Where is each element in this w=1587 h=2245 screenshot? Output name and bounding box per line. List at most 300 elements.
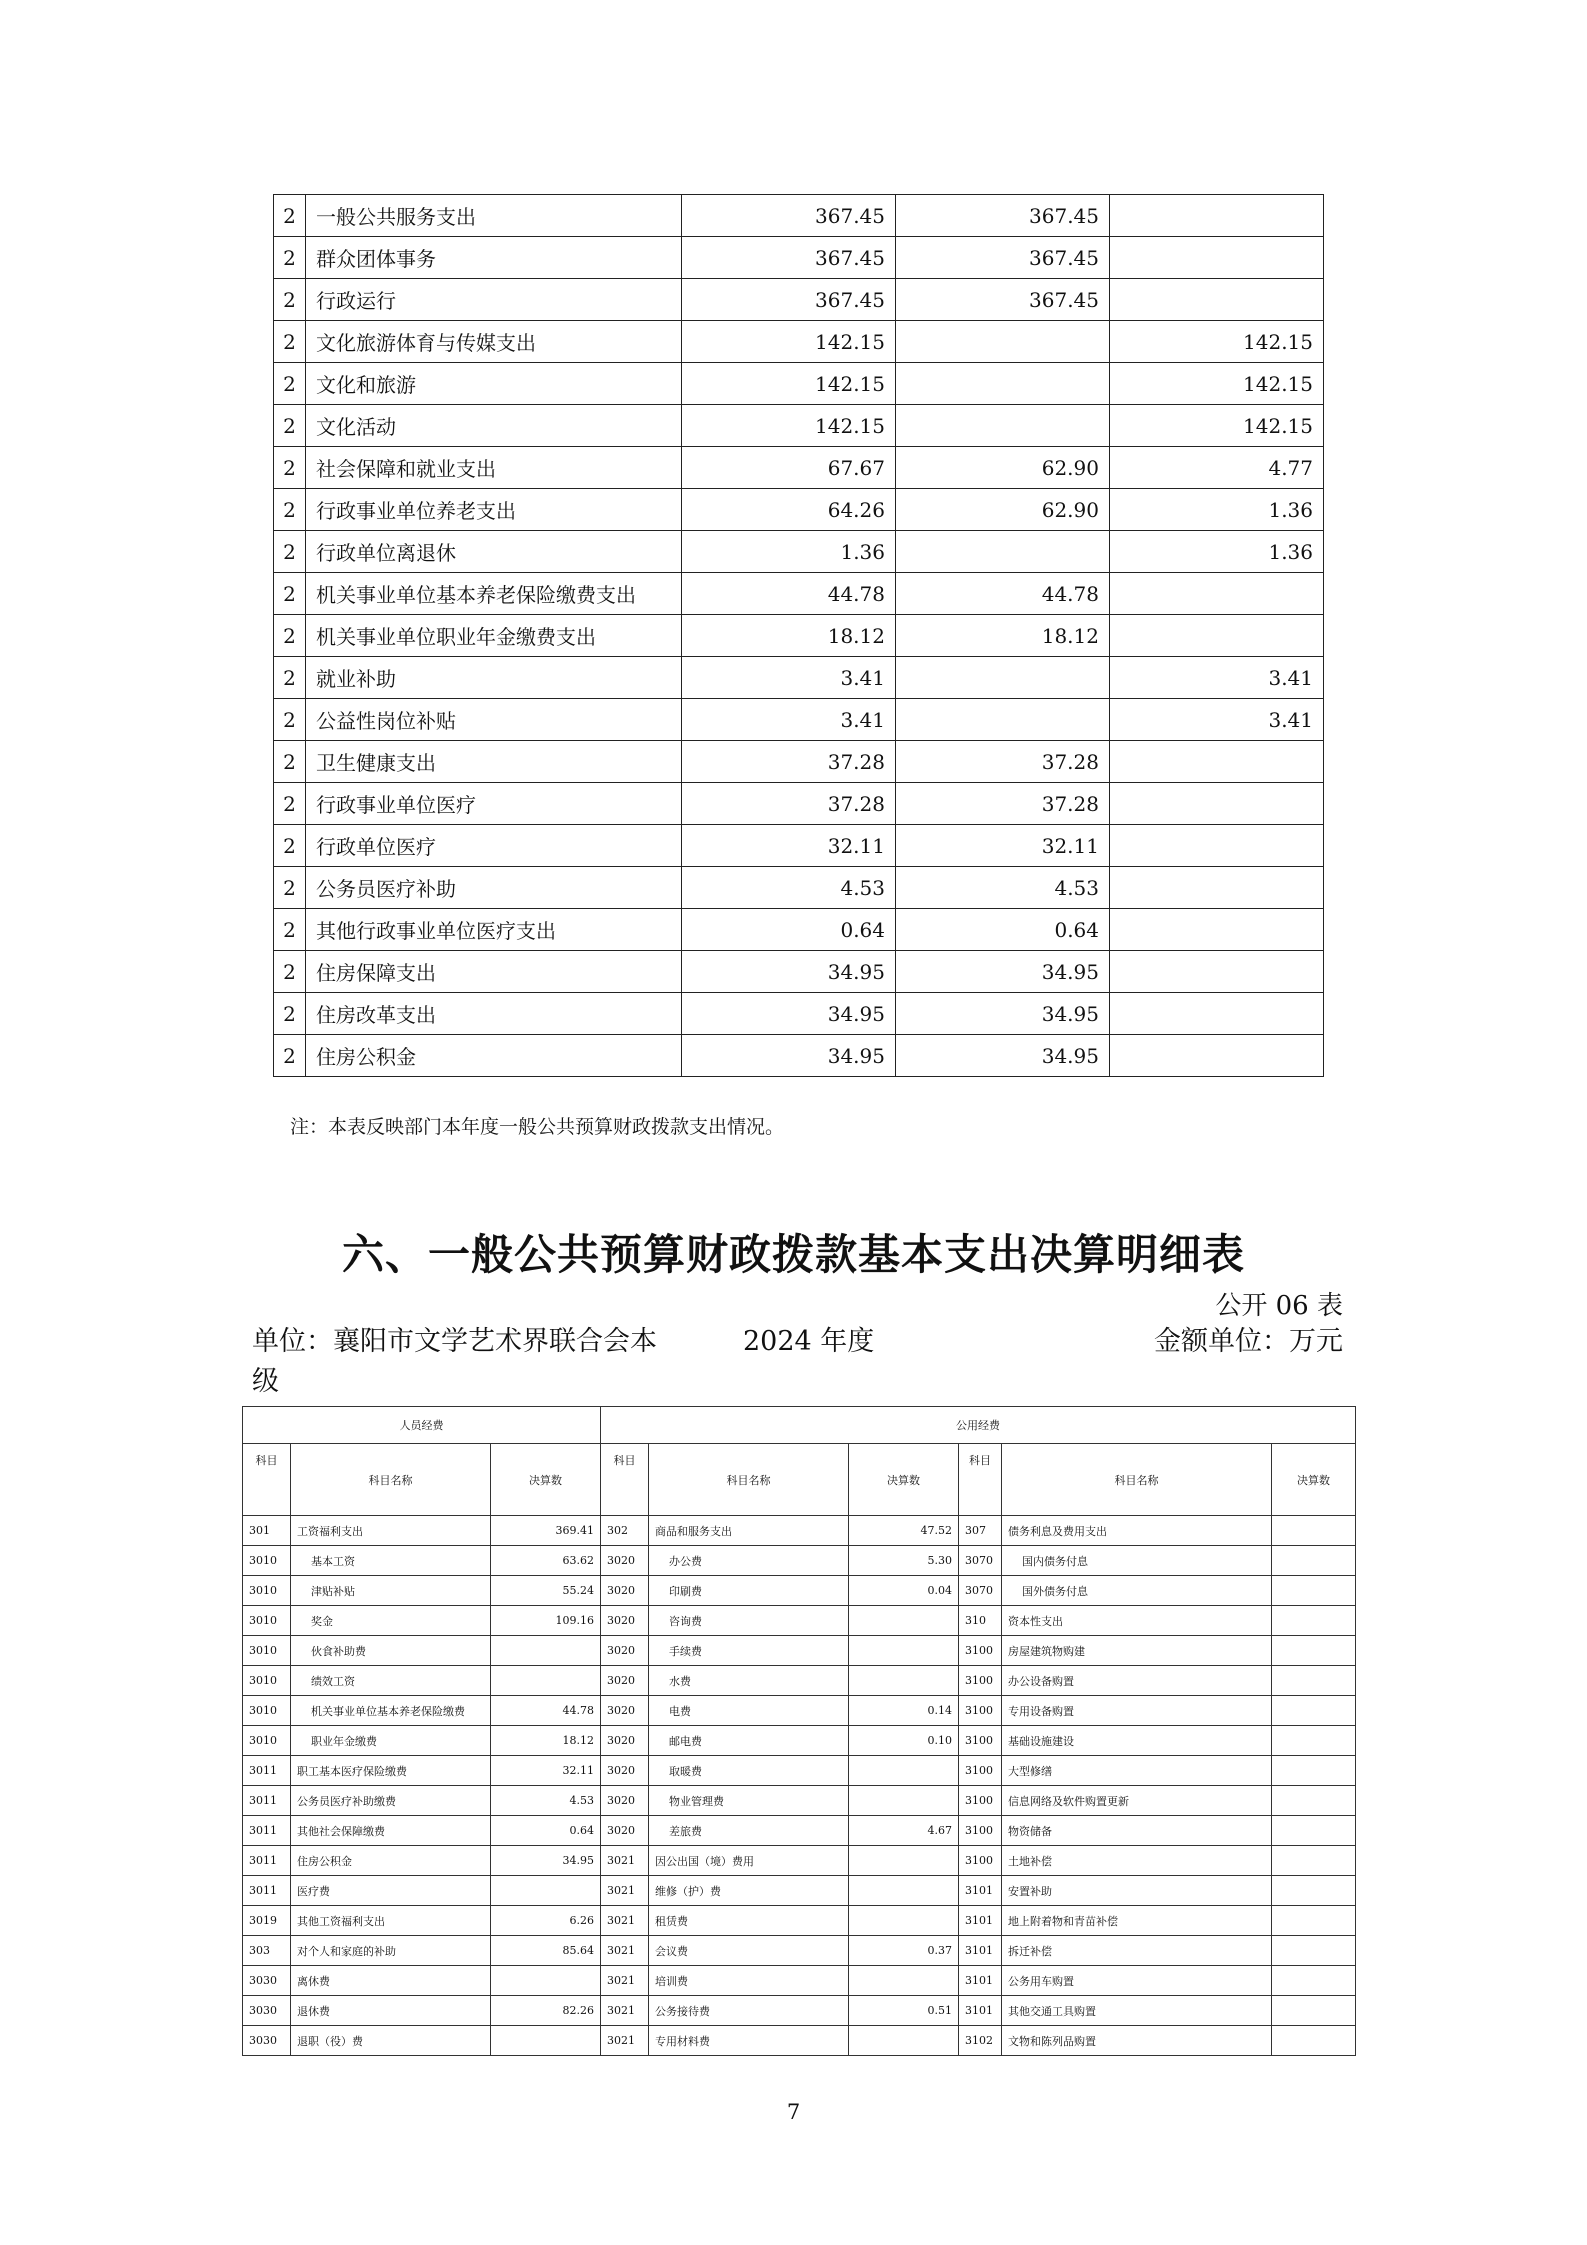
table-row <box>274 489 1324 531</box>
public-amount-cell: 4.67 <box>849 1816 959 1846</box>
personnel-amount-cell <box>491 1666 601 1696</box>
table-row <box>243 1936 1356 1966</box>
personnel-code-cell: 3010 <box>243 1636 291 1666</box>
table-row <box>274 867 1324 909</box>
public-name-cell: 印刷费 <box>649 1576 849 1606</box>
total-cell: 34.95 <box>682 1035 896 1077</box>
basic-expenditure-cell <box>896 531 1110 573</box>
personnel-code-cell: 3030 <box>243 1966 291 1996</box>
table-row <box>243 1966 1356 1996</box>
total-cell: 0.64 <box>682 909 896 951</box>
public-code-cell: 3021 <box>601 1966 649 1996</box>
public-name-cell: 培训费 <box>649 1966 849 1996</box>
capital-amount-cell <box>1272 1756 1356 1786</box>
level-cell: 2 <box>274 909 306 951</box>
public-amount-cell <box>849 2026 959 2056</box>
subject-name-cell: 住房公积金 <box>306 1035 682 1077</box>
public-code-cell: 3020 <box>601 1756 649 1786</box>
subject-name-cell: 社会保障和就业支出 <box>306 447 682 489</box>
personnel-name-cell: 住房公积金 <box>291 1846 491 1876</box>
total-cell: 37.28 <box>682 783 896 825</box>
capital-amount-cell <box>1272 1906 1356 1936</box>
level-cell: 2 <box>274 657 306 699</box>
capital-amount-cell <box>1272 1696 1356 1726</box>
table-row <box>243 1696 1356 1726</box>
personnel-code-cell: 3010 <box>243 1726 291 1756</box>
personnel-code-cell: 3011 <box>243 1816 291 1846</box>
capital-amount-cell <box>1272 2026 1356 2056</box>
basic-expenditure-cell: 44.78 <box>896 573 1110 615</box>
personnel-name-cell: 医疗费 <box>291 1876 491 1906</box>
table-row <box>243 1996 1356 2026</box>
project-expenditure-cell: 3.41 <box>1110 657 1324 699</box>
project-expenditure-cell <box>1110 825 1324 867</box>
project-expenditure-cell <box>1110 783 1324 825</box>
level-cell: 2 <box>274 237 306 279</box>
page-number: 7 <box>786 2100 801 2124</box>
total-cell: 44.78 <box>682 573 896 615</box>
total-cell: 4.53 <box>682 867 896 909</box>
basic-expenditure-detail-table <box>242 1406 1356 2056</box>
money-unit: 金额单位：万元 <box>1154 1326 1343 1357</box>
table-row <box>274 573 1324 615</box>
table-row <box>243 1906 1356 1936</box>
project-expenditure-cell <box>1110 573 1324 615</box>
capital-code-cell: 307 <box>959 1516 1002 1546</box>
capital-code-cell: 3100 <box>959 1696 1002 1726</box>
total-cell: 3.41 <box>682 657 896 699</box>
capital-code-cell: 3102 <box>959 2026 1002 2056</box>
level-cell: 2 <box>274 279 306 321</box>
level-cell: 2 <box>274 195 306 237</box>
subject-name-cell: 公益性岗位补贴 <box>306 699 682 741</box>
table-row <box>274 405 1324 447</box>
public-amount-cell <box>849 1966 959 1996</box>
section-title: 六、一般公共预算财政拨款基本支出决算明细表 <box>341 1230 1245 1279</box>
table-row <box>243 1546 1356 1576</box>
public-code-cell: 3021 <box>601 1936 649 1966</box>
table-row <box>274 195 1324 237</box>
personnel-amount-cell: 85.64 <box>491 1936 601 1966</box>
basic-expenditure-cell: 34.95 <box>896 951 1110 993</box>
project-expenditure-cell: 142.15 <box>1110 363 1324 405</box>
total-cell: 37.28 <box>682 741 896 783</box>
capital-code-cell: 3101 <box>959 1906 1002 1936</box>
level-cell: 2 <box>274 447 306 489</box>
total-cell: 67.67 <box>682 447 896 489</box>
public-name-cell: 办公费 <box>649 1546 849 1576</box>
personnel-name-cell: 退职（役）费 <box>291 2026 491 2056</box>
capital-amount-cell <box>1272 1576 1356 1606</box>
public-code-cell: 3021 <box>601 1996 649 2026</box>
basic-expenditure-cell: 37.28 <box>896 783 1110 825</box>
total-cell: 34.95 <box>682 993 896 1035</box>
table-row <box>243 1816 1356 1846</box>
table-number: 公开 06 表 <box>1215 1291 1343 1321</box>
table-row <box>274 993 1324 1035</box>
personnel-name-cell: 其他工资福利支出 <box>291 1906 491 1936</box>
capital-amount-cell <box>1272 1666 1356 1696</box>
capital-code-cell: 3070 <box>959 1576 1002 1606</box>
capital-amount-cell <box>1272 1606 1356 1636</box>
capital-name-cell: 债务利息及费用支出 <box>1002 1516 1272 1546</box>
level-cell: 2 <box>274 993 306 1035</box>
header-name: 科目名称 <box>649 1444 849 1516</box>
capital-code-cell: 3100 <box>959 1846 1002 1876</box>
basic-expenditure-cell: 0.64 <box>896 909 1110 951</box>
personnel-code-cell: 3011 <box>243 1876 291 1906</box>
project-expenditure-cell <box>1110 1035 1324 1077</box>
total-cell: 142.15 <box>682 363 896 405</box>
public-amount-cell <box>849 1786 959 1816</box>
table-row <box>243 1726 1356 1756</box>
personnel-code-cell: 3011 <box>243 1786 291 1816</box>
public-code-cell: 3020 <box>601 1816 649 1846</box>
public-code-cell: 3020 <box>601 1726 649 1756</box>
basic-expenditure-cell <box>896 405 1110 447</box>
personnel-code-cell: 3010 <box>243 1546 291 1576</box>
capital-amount-cell <box>1272 1786 1356 1816</box>
public-amount-cell <box>849 1636 959 1666</box>
personnel-name-cell: 工资福利支出 <box>291 1516 491 1546</box>
capital-name-cell: 公务用车购置 <box>1002 1966 1272 1996</box>
personnel-amount-cell: 0.64 <box>491 1816 601 1846</box>
header-name: 科目名称 <box>291 1444 491 1516</box>
header-code: 科目 <box>601 1444 649 1516</box>
public-code-cell: 3020 <box>601 1636 649 1666</box>
subject-name-cell: 文化和旅游 <box>306 363 682 405</box>
column-header-row <box>243 1444 1356 1516</box>
capital-name-cell: 地上附着物和青苗补偿 <box>1002 1906 1272 1936</box>
capital-code-cell: 3100 <box>959 1636 1002 1666</box>
capital-code-cell: 3101 <box>959 1966 1002 1996</box>
level-cell: 2 <box>274 741 306 783</box>
total-cell: 367.45 <box>682 279 896 321</box>
public-amount-cell: 0.10 <box>849 1726 959 1756</box>
public-name-cell: 差旅费 <box>649 1816 849 1846</box>
project-expenditure-cell: 142.15 <box>1110 321 1324 363</box>
public-name-cell: 取暖费 <box>649 1756 849 1786</box>
public-amount-cell <box>849 1846 959 1876</box>
subject-name-cell: 卫生健康支出 <box>306 741 682 783</box>
public-name-cell: 物业管理费 <box>649 1786 849 1816</box>
personnel-code-cell: 3030 <box>243 2026 291 2056</box>
table-row <box>243 1786 1356 1816</box>
public-name-cell: 水费 <box>649 1666 849 1696</box>
project-expenditure-cell <box>1110 279 1324 321</box>
table-row <box>274 699 1324 741</box>
table-note: 注：本表反映部门本年度一般公共预算财政拨款支出情况。 <box>290 1116 785 1138</box>
personnel-amount-cell: 18.12 <box>491 1726 601 1756</box>
public-name-cell: 手续费 <box>649 1636 849 1666</box>
subject-name-cell: 一般公共服务支出 <box>306 195 682 237</box>
personnel-amount-cell: 6.26 <box>491 1906 601 1936</box>
capital-code-cell: 3100 <box>959 1726 1002 1756</box>
total-cell: 1.36 <box>682 531 896 573</box>
project-expenditure-cell <box>1110 951 1324 993</box>
personnel-name-cell: 机关事业单位基本养老保险缴费 <box>291 1696 491 1726</box>
personnel-name-cell: 津贴补贴 <box>291 1576 491 1606</box>
capital-name-cell: 大型修缮 <box>1002 1756 1272 1786</box>
table-row <box>243 1876 1356 1906</box>
project-expenditure-cell <box>1110 909 1324 951</box>
personnel-code-cell: 303 <box>243 1936 291 1966</box>
personnel-amount-cell: 34.95 <box>491 1846 601 1876</box>
project-expenditure-cell: 4.77 <box>1110 447 1324 489</box>
basic-expenditure-cell: 34.95 <box>896 1035 1110 1077</box>
personnel-name-cell: 对个人和家庭的补助 <box>291 1936 491 1966</box>
table-row <box>243 1606 1356 1636</box>
unit-label-continued: 级 <box>252 1366 279 1397</box>
table-row <box>274 321 1324 363</box>
table-row <box>274 657 1324 699</box>
level-cell: 2 <box>274 867 306 909</box>
capital-code-cell: 3101 <box>959 1876 1002 1906</box>
capital-amount-cell <box>1272 1546 1356 1576</box>
public-code-cell: 302 <box>601 1516 649 1546</box>
public-code-cell: 3020 <box>601 1606 649 1636</box>
personnel-name-cell: 退休费 <box>291 1996 491 2026</box>
public-code-cell: 3021 <box>601 1846 649 1876</box>
personnel-name-cell: 公务员医疗补助缴费 <box>291 1786 491 1816</box>
capital-name-cell: 安置补助 <box>1002 1876 1272 1906</box>
public-code-cell: 3021 <box>601 2026 649 2056</box>
project-expenditure-cell: 1.36 <box>1110 531 1324 573</box>
public-amount-cell: 0.51 <box>849 1996 959 2026</box>
level-cell: 2 <box>274 489 306 531</box>
basic-expenditure-cell: 367.45 <box>896 279 1110 321</box>
public-code-cell: 3021 <box>601 1876 649 1906</box>
total-cell: 3.41 <box>682 699 896 741</box>
level-cell: 2 <box>274 699 306 741</box>
public-name-cell: 邮电费 <box>649 1726 849 1756</box>
capital-name-cell: 国内债务付息 <box>1002 1546 1272 1576</box>
subject-name-cell: 行政运行 <box>306 279 682 321</box>
basic-expenditure-cell: 37.28 <box>896 741 1110 783</box>
personnel-amount-cell: 82.26 <box>491 1996 601 2026</box>
table-row <box>274 1035 1324 1077</box>
capital-code-cell: 3070 <box>959 1546 1002 1576</box>
project-expenditure-cell <box>1110 615 1324 657</box>
capital-name-cell: 土地补偿 <box>1002 1846 1272 1876</box>
level-cell: 2 <box>274 615 306 657</box>
group-header-row <box>243 1407 1356 1444</box>
subject-name-cell: 其他行政事业单位医疗支出 <box>306 909 682 951</box>
public-amount-cell: 47.52 <box>849 1516 959 1546</box>
table-row <box>274 531 1324 573</box>
capital-amount-cell <box>1272 1636 1356 1666</box>
personnel-amount-cell <box>491 2026 601 2056</box>
subject-name-cell: 行政单位离退休 <box>306 531 682 573</box>
table-row <box>243 1516 1356 1546</box>
table-row <box>243 1576 1356 1606</box>
public-name-cell: 商品和服务支出 <box>649 1516 849 1546</box>
personnel-amount-cell: 63.62 <box>491 1546 601 1576</box>
public-code-cell: 3020 <box>601 1666 649 1696</box>
public-amount-cell: 5.30 <box>849 1546 959 1576</box>
table-row <box>243 1846 1356 1876</box>
public-amount-cell <box>849 1606 959 1636</box>
table-row <box>274 741 1324 783</box>
capital-amount-cell <box>1272 1516 1356 1546</box>
subject-name-cell: 机关事业单位职业年金缴费支出 <box>306 615 682 657</box>
personnel-code-cell: 3019 <box>243 1906 291 1936</box>
personnel-amount-cell: 44.78 <box>491 1696 601 1726</box>
appropriation-expenditure-table <box>273 194 1324 1077</box>
capital-name-cell: 办公设备购置 <box>1002 1666 1272 1696</box>
capital-amount-cell <box>1272 1726 1356 1756</box>
personnel-amount-cell: 109.16 <box>491 1606 601 1636</box>
header-code: 科目 <box>959 1444 1002 1516</box>
capital-name-cell: 专用设备购置 <box>1002 1696 1272 1726</box>
group-public-header: 公用经费 <box>601 1407 1356 1444</box>
personnel-amount-cell <box>491 1966 601 1996</box>
level-cell: 2 <box>274 363 306 405</box>
basic-expenditure-cell: 4.53 <box>896 867 1110 909</box>
personnel-name-cell: 离休费 <box>291 1966 491 1996</box>
subject-name-cell: 行政单位医疗 <box>306 825 682 867</box>
subject-name-cell: 公务员医疗补助 <box>306 867 682 909</box>
personnel-code-cell: 3011 <box>243 1756 291 1786</box>
subject-name-cell: 住房改革支出 <box>306 993 682 1035</box>
table-row <box>274 825 1324 867</box>
public-amount-cell <box>849 1756 959 1786</box>
header-amount: 决算数 <box>491 1444 601 1516</box>
personnel-code-cell: 301 <box>243 1516 291 1546</box>
total-cell: 32.11 <box>682 825 896 867</box>
project-expenditure-cell <box>1110 993 1324 1035</box>
capital-amount-cell <box>1272 1966 1356 1996</box>
total-cell: 34.95 <box>682 951 896 993</box>
public-name-cell: 因公出国（境）费用 <box>649 1846 849 1876</box>
project-expenditure-cell: 142.15 <box>1110 405 1324 447</box>
personnel-code-cell: 3030 <box>243 1996 291 2026</box>
public-name-cell: 专用材料费 <box>649 2026 849 2056</box>
group-personnel-header: 人员经费 <box>243 1407 601 1444</box>
table-row <box>274 783 1324 825</box>
personnel-code-cell: 3010 <box>243 1696 291 1726</box>
public-amount-cell: 0.14 <box>849 1696 959 1726</box>
level-cell: 2 <box>274 1035 306 1077</box>
table-row <box>243 1666 1356 1696</box>
public-code-cell: 3020 <box>601 1546 649 1576</box>
subject-name-cell: 行政事业单位养老支出 <box>306 489 682 531</box>
capital-name-cell: 拆迁补偿 <box>1002 1936 1272 1966</box>
level-cell: 2 <box>274 405 306 447</box>
basic-expenditure-cell <box>896 699 1110 741</box>
personnel-amount-cell <box>491 1636 601 1666</box>
header-amount: 决算数 <box>849 1444 959 1516</box>
table-row <box>274 951 1324 993</box>
subject-name-cell: 行政事业单位医疗 <box>306 783 682 825</box>
basic-expenditure-cell: 367.45 <box>896 237 1110 279</box>
personnel-name-cell: 职业年金缴费 <box>291 1726 491 1756</box>
basic-expenditure-cell: 18.12 <box>896 615 1110 657</box>
table-row <box>274 909 1324 951</box>
total-cell: 142.15 <box>682 405 896 447</box>
header-amount: 决算数 <box>1272 1444 1356 1516</box>
capital-name-cell: 文物和陈列品购置 <box>1002 2026 1272 2056</box>
project-expenditure-cell <box>1110 867 1324 909</box>
subject-name-cell: 文化活动 <box>306 405 682 447</box>
level-cell: 2 <box>274 951 306 993</box>
project-expenditure-cell <box>1110 741 1324 783</box>
total-cell: 367.45 <box>682 195 896 237</box>
public-amount-cell: 0.04 <box>849 1576 959 1606</box>
capital-name-cell: 国外债务付息 <box>1002 1576 1272 1606</box>
capital-amount-cell <box>1272 1846 1356 1876</box>
personnel-amount-cell: 32.11 <box>491 1756 601 1786</box>
capital-name-cell: 基础设施建设 <box>1002 1726 1272 1756</box>
personnel-amount-cell: 4.53 <box>491 1786 601 1816</box>
capital-code-cell: 3100 <box>959 1666 1002 1696</box>
total-cell: 64.26 <box>682 489 896 531</box>
personnel-amount-cell <box>491 1876 601 1906</box>
level-cell: 2 <box>274 531 306 573</box>
personnel-code-cell: 3010 <box>243 1576 291 1606</box>
public-amount-cell <box>849 1666 959 1696</box>
public-amount-cell: 0.37 <box>849 1936 959 1966</box>
table-row <box>274 237 1324 279</box>
level-cell: 2 <box>274 321 306 363</box>
capital-code-cell: 3100 <box>959 1816 1002 1846</box>
capital-name-cell: 其他交通工具购置 <box>1002 1996 1272 2026</box>
capital-name-cell: 信息网络及软件购置更新 <box>1002 1786 1272 1816</box>
subject-name-cell: 群众团体事务 <box>306 237 682 279</box>
personnel-name-cell: 基本工资 <box>291 1546 491 1576</box>
capital-code-cell: 3100 <box>959 1786 1002 1816</box>
basic-expenditure-cell: 32.11 <box>896 825 1110 867</box>
basic-expenditure-cell: 367.45 <box>896 195 1110 237</box>
level-cell: 2 <box>274 573 306 615</box>
total-cell: 18.12 <box>682 615 896 657</box>
capital-amount-cell <box>1272 1816 1356 1846</box>
project-expenditure-cell: 3.41 <box>1110 699 1324 741</box>
capital-code-cell: 3101 <box>959 1996 1002 2026</box>
public-amount-cell <box>849 1876 959 1906</box>
table-row <box>243 1636 1356 1666</box>
capital-name-cell: 资本性支出 <box>1002 1606 1272 1636</box>
public-code-cell: 3020 <box>601 1786 649 1816</box>
personnel-amount-cell: 369.41 <box>491 1516 601 1546</box>
public-code-cell: 3020 <box>601 1576 649 1606</box>
public-name-cell: 租赁费 <box>649 1906 849 1936</box>
total-cell: 367.45 <box>682 237 896 279</box>
subject-name-cell: 机关事业单位基本养老保险缴费支出 <box>306 573 682 615</box>
public-name-cell: 咨询费 <box>649 1606 849 1636</box>
personnel-code-cell: 3011 <box>243 1846 291 1876</box>
personnel-name-cell: 职工基本医疗保险缴费 <box>291 1756 491 1786</box>
public-code-cell: 3020 <box>601 1696 649 1726</box>
personnel-amount-cell: 55.24 <box>491 1576 601 1606</box>
public-code-cell: 3021 <box>601 1906 649 1936</box>
project-expenditure-cell <box>1110 195 1324 237</box>
basic-expenditure-cell: 62.90 <box>896 489 1110 531</box>
basic-expenditure-cell <box>896 321 1110 363</box>
basic-expenditure-cell: 34.95 <box>896 993 1110 1035</box>
table-row <box>274 615 1324 657</box>
public-name-cell: 公务接待费 <box>649 1996 849 2026</box>
capital-name-cell: 房屋建筑物购建 <box>1002 1636 1272 1666</box>
personnel-name-cell: 绩效工资 <box>291 1666 491 1696</box>
public-name-cell: 会议费 <box>649 1936 849 1966</box>
table-row <box>274 279 1324 321</box>
capital-code-cell: 310 <box>959 1606 1002 1636</box>
capital-amount-cell <box>1272 1996 1356 2026</box>
fiscal-year: 2024 年度 <box>743 1326 875 1357</box>
personnel-code-cell: 3010 <box>243 1666 291 1696</box>
header-name: 科目名称 <box>1002 1444 1272 1516</box>
